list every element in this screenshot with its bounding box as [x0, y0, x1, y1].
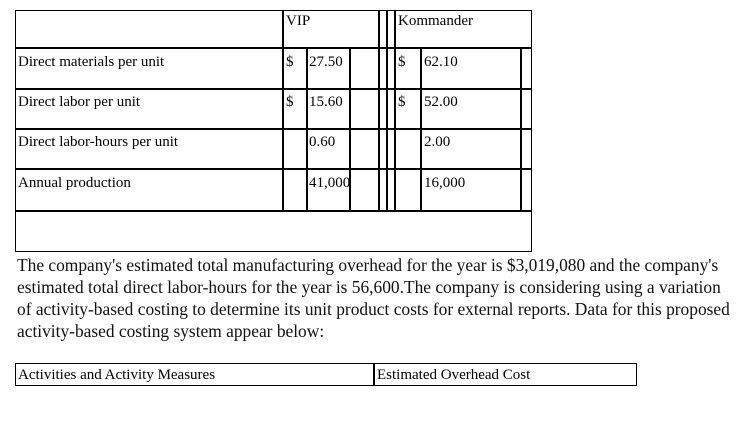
kommander-value: 2.00 [424, 134, 451, 150]
vip-value: 0.60 [309, 134, 336, 150]
activity-header-activities: Activities and Activity Measures [18, 367, 216, 383]
row-divider [15, 88, 532, 90]
col-divider [520, 48, 522, 211]
row-divider [15, 168, 532, 170]
row-label: Direct materials per unit [18, 54, 165, 70]
row-divider [15, 210, 532, 212]
col-divider [386, 10, 388, 211]
vip-currency: $ [286, 94, 294, 110]
vip-value: 15.60 [309, 94, 343, 110]
vip-value: 41,000 [309, 175, 351, 191]
header-vip: VIP [286, 13, 311, 29]
row-divider [15, 128, 532, 130]
kommander-value: 52.00 [424, 94, 458, 110]
activity-header-overhead-cost: Estimated Overhead Cost [377, 367, 531, 383]
row-label: Direct labor per unit [18, 94, 141, 110]
kommander-currency: $ [398, 94, 406, 110]
col-divider [394, 10, 396, 211]
vip-currency: $ [286, 54, 294, 70]
header-kommander: Kommander [398, 13, 473, 29]
col-divider [282, 10, 284, 211]
col-divider [306, 48, 308, 211]
row-label: Direct labor-hours per unit [18, 134, 179, 150]
kommander-value: 62.10 [424, 54, 458, 70]
row-divider [15, 47, 532, 49]
vip-value: 27.50 [309, 54, 343, 70]
description-paragraph: The company's estimated total manufacturing overhead for the year is $3,019,080 and the company's estimated total direct labor-hours for the year is 56,600.The company is considering using a variation of activity-based costing to determine its unit product costs for external reports. Data for this proposed activity-based costing system appear below: [17, 255, 730, 341]
row-label: Annual production [18, 175, 131, 191]
col-divider [420, 48, 422, 211]
col-divider [378, 10, 380, 211]
col-divider [373, 363, 375, 386]
kommander-currency: $ [398, 54, 406, 70]
kommander-value: 16,000 [424, 175, 466, 191]
